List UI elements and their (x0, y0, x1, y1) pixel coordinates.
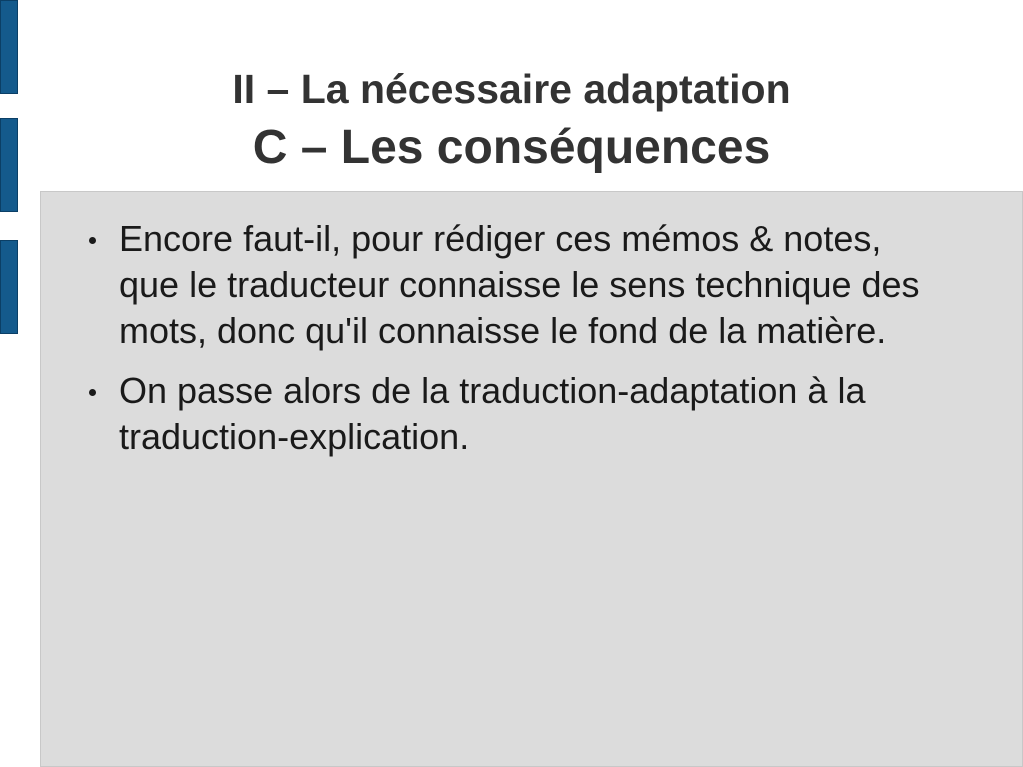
bullet-text: On passe alors de la traduction-adaptation à la traduction-explication. (119, 370, 866, 457)
side-accent-bar (0, 240, 18, 334)
bullet-dot-icon (89, 389, 96, 396)
title-line-2: C – Les conséquences (252, 121, 771, 174)
bullet-item (87, 368, 927, 460)
bullet-dot-icon (89, 237, 96, 244)
bullet-item (87, 216, 927, 354)
slide-title (0, 62, 1023, 180)
bullet-list (87, 216, 927, 474)
bullet-text: Encore faut-il, pour rédiger ces mémos & notes, que le traducteur connaisse le sens technique des mots, donc qu'il connaisse le fond de la matière. (119, 218, 920, 351)
content-area (40, 191, 1023, 767)
title-line-1: II – La nécessaire adaptation (232, 66, 791, 112)
